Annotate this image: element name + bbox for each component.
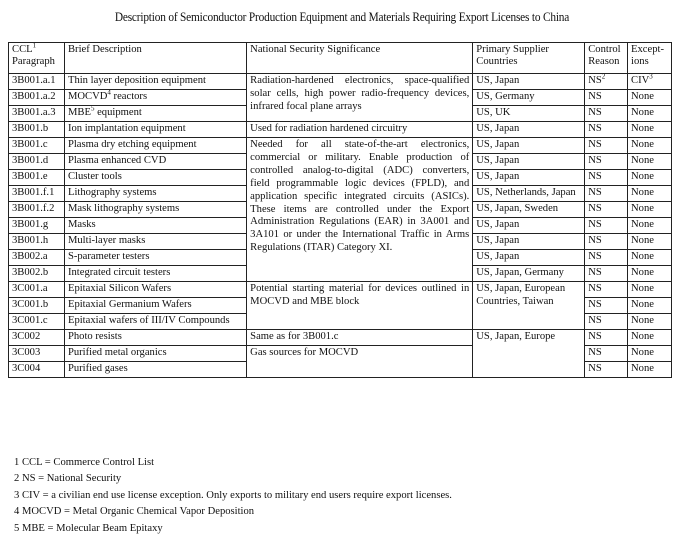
control-cell: NS (585, 266, 628, 282)
exception-cell: None (628, 106, 672, 122)
description-cell: Masks (64, 218, 246, 234)
description-cell: Integrated circuit testers (64, 266, 246, 282)
ccl-cell: 3B001.a.3 (9, 106, 65, 122)
exception-cell: None (628, 202, 672, 218)
exception-cell: None (628, 186, 672, 202)
exception-cell: None (628, 138, 672, 154)
footnote: 3 CIV = a civilian end use license exception. Only exports to military end users require export licenses. (14, 489, 452, 501)
ccl-cell: 3B001.f.2 (9, 202, 65, 218)
description-cell: S-parameter testers (64, 250, 246, 266)
footnote: 2 NS = National Security (14, 473, 122, 485)
table-row (9, 282, 672, 298)
supplier-cell: US, Japan (473, 218, 585, 234)
ccl-cell: 3C001.b (9, 298, 65, 314)
footnote: 1 CCL = Commerce Control List (14, 457, 155, 468)
header-control-reason: Control Reason (585, 43, 628, 74)
supplier-cell: US, Japan (473, 138, 585, 154)
description-cell: Plasma dry etching equipment (64, 138, 246, 154)
control-cell: NS (585, 330, 628, 346)
ccl-cell: 3C001.a (9, 282, 65, 298)
exception-cell: None (628, 90, 672, 106)
exception-cell: None (628, 170, 672, 186)
exception-cell: None (628, 154, 672, 170)
ccl-cell: 3B002.b (9, 266, 65, 282)
header-supplier-countries: Primary Supplier Countries (473, 43, 585, 74)
ccl-cell: 3B001.g (9, 218, 65, 234)
control-cell: NS (585, 346, 628, 362)
exception-cell: None (628, 346, 672, 362)
control-cell: NS (585, 218, 628, 234)
description-cell: Cluster tools (64, 170, 246, 186)
control-cell: NS (585, 90, 628, 106)
export-license-table (8, 42, 672, 378)
significance-cell: Used for radiation hardened circuitry (247, 122, 473, 138)
header-national-security: National Security Significance (247, 43, 473, 74)
supplier-cell: US, Japan (473, 234, 585, 250)
description-cell: Purified gases (64, 362, 246, 378)
supplier-cell: US, Japan, Sweden (473, 202, 585, 218)
control-cell: NS (585, 202, 628, 218)
table-row (9, 138, 672, 154)
supplier-cell: US, Japan (473, 74, 585, 90)
table-header-row (9, 43, 672, 74)
footnotes (14, 455, 452, 537)
significance-cell: Potential starting material for devices outlined in MOCVD and MBE block (247, 282, 473, 330)
ccl-cell: 3C004 (9, 362, 65, 378)
significance-cell: Same as for 3B001.c (247, 330, 473, 346)
ccl-cell: 3B001.e (9, 170, 65, 186)
supplier-cell: US, UK (473, 106, 585, 122)
exception-cell: None (628, 122, 672, 138)
description-cell: Multi-layer masks (64, 234, 246, 250)
table-row (9, 74, 672, 90)
supplier-cell: US, Germany (473, 90, 585, 106)
header-ccl-paragraph: CCL$^1$ Paragraph (9, 43, 65, 74)
control-cell: NS (585, 186, 628, 202)
header-brief-description: Brief Description (64, 43, 246, 74)
exception-cell: None (628, 218, 672, 234)
header-exceptions: Except- ions (628, 43, 672, 74)
ccl-cell: 3B001.b (9, 122, 65, 138)
footnote: 5 MBE = Molecular Beam Epitaxy (14, 522, 163, 534)
significance-cell: Gas sources for MOCVD (247, 346, 473, 378)
supplier-cell: US, Japan (473, 122, 585, 138)
exception-cell: None (628, 362, 672, 378)
supplier-cell: US, Japan (473, 250, 585, 266)
exception-cell: None (628, 314, 672, 330)
table-row (9, 122, 672, 138)
ccl-cell: 3B001.a.1 (9, 74, 65, 90)
significance-cell: Needed for all state-of-the-art electronics, commercial or military. Enable production of controlled analog-to-digital (ADC) converters, field programmable logic devices (FPLD), and application specific integrated circuits (ASICs). These items are controlled under the Export Administration Regulations (EAR) in 3A001 and 3A101 or under the International Traffic in Arms Regulations (ITAR) Category XI. (247, 138, 473, 282)
ccl-cell: 3B001.d (9, 154, 65, 170)
control-cell: NS (585, 314, 628, 330)
supplier-cell: US, Netherlands, Japan (473, 186, 585, 202)
ccl-cell: 3C001.c (9, 314, 65, 330)
description-cell: Plasma enhanced CVD (64, 154, 246, 170)
control-cell: NS (585, 282, 628, 298)
page-title: Description of Semiconductor Production Equipment and Materials Requiring Export Licenses to China (114, 10, 570, 24)
supplier-cell: US, Japan, European Countries, Taiwan (473, 282, 585, 330)
control-cell: NS (585, 138, 628, 154)
description-cell: Epitaxial wafers of III/IV Compounds (64, 314, 246, 330)
supplier-cell: US, Japan, Germany (473, 266, 585, 282)
ccl-cell: 3B001.f.1 (9, 186, 65, 202)
supplier-cell: US, Japan (473, 154, 585, 170)
exception-cell: None (628, 234, 672, 250)
description-cell: MOCVD$^4$ reactors (64, 90, 246, 106)
exception-cell: None (628, 330, 672, 346)
description-cell: Lithography systems (64, 186, 246, 202)
supplier-cell: US, Japan (473, 170, 585, 186)
control-cell: NS (585, 250, 628, 266)
exception-cell: None (628, 250, 672, 266)
table-row (9, 330, 672, 346)
supplier-cell: US, Japan, Europe (473, 330, 585, 378)
description-cell: Epitaxial Silicon Wafers (64, 282, 246, 298)
description-cell: MBE$^5$ equipment (64, 106, 246, 122)
description-cell: Thin layer deposition equipment (64, 74, 246, 90)
exception-cell: CIV$^3$ (628, 74, 672, 90)
control-cell: NS (585, 234, 628, 250)
description-cell: Ion implantation equipment (64, 122, 246, 138)
ccl-cell: 3C003 (9, 346, 65, 362)
control-cell: NS (585, 154, 628, 170)
ccl-cell: 3C002 (9, 330, 65, 346)
ccl-cell: 3B002.a (9, 250, 65, 266)
control-cell: NS (585, 298, 628, 314)
description-cell: Mask lithography systems (64, 202, 246, 218)
description-cell: Epitaxial Germanium Wafers (64, 298, 246, 314)
footnote: 4 MOCVD = Metal Organic Chemical Vapor Deposition (14, 506, 255, 518)
control-cell: NS (585, 122, 628, 138)
ccl-cell: 3B001.h (9, 234, 65, 250)
exception-cell: None (628, 282, 672, 298)
ccl-cell: 3B001.a.2 (9, 90, 65, 106)
ccl-cell: 3B001.c (9, 138, 65, 154)
significance-cell: Radiation-hardened electronics, space-qualified solar cells, high power radio-frequency devices, infrared focal plane arrays (247, 74, 473, 122)
description-cell: Photo resists (64, 330, 246, 346)
control-cell: NS (585, 106, 628, 122)
control-cell: NS (585, 362, 628, 378)
exception-cell: None (628, 298, 672, 314)
description-cell: Purified metal organics (64, 346, 246, 362)
exception-cell: None (628, 266, 672, 282)
control-cell: NS (585, 170, 628, 186)
control-cell: $NS^2$ (585, 74, 628, 90)
